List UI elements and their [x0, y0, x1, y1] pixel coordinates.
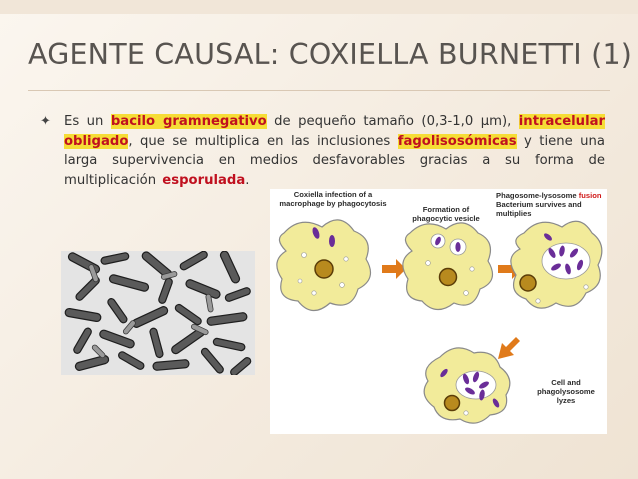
- bullet-icon: ✦: [40, 114, 51, 129]
- arrow-icon: [498, 337, 520, 359]
- macrophage-cell-1: [277, 220, 371, 311]
- slide-title: AGENTE CAUSAL: COXIELLA BURNETTI (1): [28, 38, 633, 71]
- label-fusion-highlight: fusion: [578, 191, 602, 200]
- lyzed-cell: [424, 348, 510, 423]
- label-lyzes: [528, 378, 604, 405]
- term-esporulada: esporulada: [162, 172, 246, 188]
- label-survives-text: Bacterium survives and multiplies: [496, 200, 582, 218]
- term-intracelular-obligado: intracelular obligado: [64, 114, 605, 149]
- term-fagolisosomicas: fagolisosómicas: [397, 133, 517, 149]
- title-divider: [28, 90, 610, 91]
- micrograph-image: [61, 251, 255, 375]
- arrow-icon: [382, 259, 406, 279]
- label-lyzes-text: Cell and phagolysosome lyzes: [537, 378, 595, 405]
- label-fusion: [496, 191, 606, 218]
- label-infection-text: Coxiella infection of a macrophage by phagocytosis: [279, 190, 387, 208]
- label-infection: [272, 190, 394, 208]
- label-fusion-prefix: Phagosome-lysosome: [496, 191, 579, 200]
- bullet-paragraph: [64, 112, 605, 190]
- text-segment: , que se multiplica en las inclusiones: [128, 133, 398, 149]
- top-strip: [0, 0, 638, 14]
- term-bacilo-gramnegativo: bacilo gramnegativo: [110, 114, 267, 129]
- text-segment: y tiene una larga supervivencia en medios desfavorables gracias a su forma de multiplicación: [64, 133, 605, 188]
- text-segment: .: [245, 172, 250, 188]
- label-vesicle-text: Formation of phagocytic vesicle: [412, 205, 480, 223]
- macrophage-cell-3: [511, 221, 602, 308]
- text-segment: de pequeño tamaño (0,3-1,0 µm),: [266, 114, 519, 129]
- label-vesicle: [406, 205, 486, 223]
- macrophage-cell-2: [403, 223, 493, 310]
- infection-diagram: [270, 189, 607, 434]
- text-segment: Es un: [64, 114, 111, 129]
